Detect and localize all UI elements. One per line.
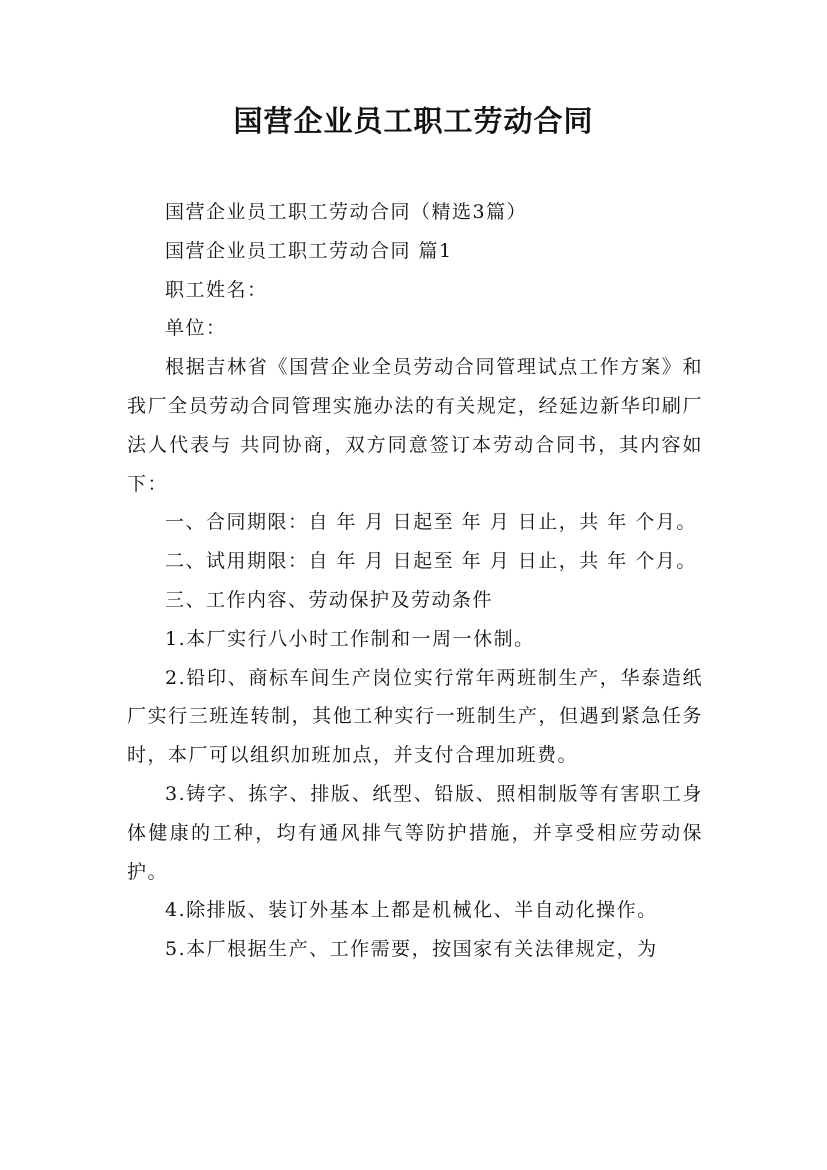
paragraph-section-heading: 国营企业员工职工劳动合同 篇1: [165, 239, 453, 262]
document-title: 国营企业员工职工劳动合同: [233, 104, 594, 138]
paragraph-subtitle: 国营企业员工职工劳动合同（精选3篇）: [165, 201, 528, 223]
paragraph-contract-term: 一、合同期限：自 年 月 日起至 年 月 日止，共 年 个月。: [165, 511, 697, 534]
paragraph-employee-name: 职工姓名：: [165, 278, 268, 301]
paragraph-clause-1: 1.本厂实行八小时工作制和一周一休制。: [165, 627, 535, 650]
paragraph-clause-5: 5.本厂根据生产、工作需要，按国家有关法律规定，为: [165, 938, 658, 961]
paragraph-clause-4: 4.除排版、装订外基本上都是机械化、半自动化操作。: [165, 899, 658, 922]
paragraph-clause-3: 3.铸字、拣字、排版、纸型、铅版、照相制版等有害职工身体健康的工种，均有通风排气等防护措施，并享受相应劳动保护。: [127, 782, 703, 883]
paragraph-work-conditions-heading: 三、工作内容、劳动保护及劳动条件: [165, 588, 494, 611]
paragraph-clause-2: 2.铅印、商标车间生产岗位实行常年两班制生产，华泰造纸厂实行三班连转制，其他工种实行一班制生产，但遇到紧急任务时，本厂可以组织加班加点，并支付合理加班费。: [127, 666, 703, 767]
document-body: [127, 193, 703, 969]
paragraph-preamble: 根据吉林省《国营企业全员劳动合同管理试点工作方案》和我厂全员劳动合同管理实施办法的有关规定，经延边新华印刷厂法人代表与 共同协商，双方同意签订本劳动合同书，其内容如下：: [127, 356, 703, 495]
paragraph-probation-term: 二、试用期限：自 年 月 日起至 年 月 日止，共 年 个月。: [165, 550, 697, 573]
paragraph-unit: 单位：: [165, 317, 227, 340]
